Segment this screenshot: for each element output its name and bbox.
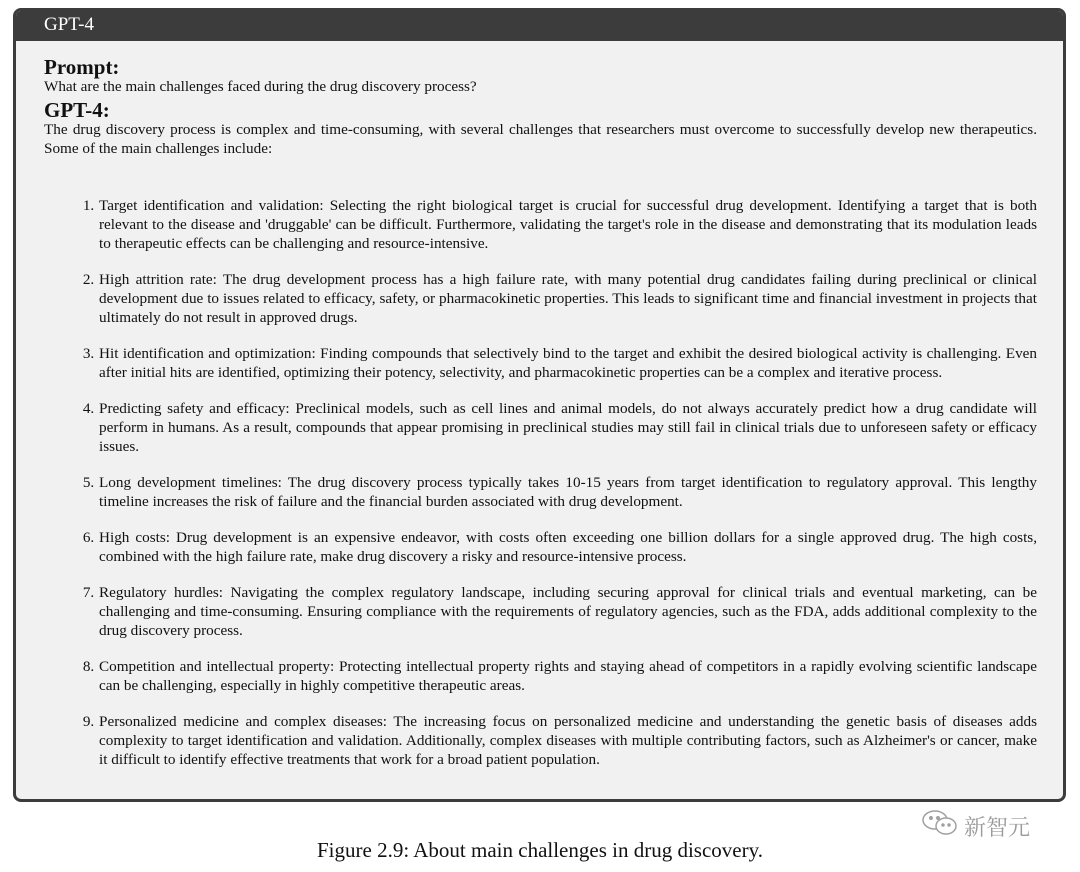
watermark-text: 新智元: [964, 815, 1031, 841]
prompt-text: What are the main challenges faced during the drug discovery process?: [44, 78, 477, 95]
figure-caption: Figure 2.9: About main challenges in drug discovery.: [317, 838, 763, 862]
response-intro: The drug discovery process is complex and time-consuming, with several challenges that researchers must overcome to successfully develop new therapeutics. Some of the main challenges include:: [44, 121, 1037, 157]
box-content: [16, 41, 1063, 769]
list-item: 3. Hit identification and optimization: Finding compounds that selectively bind to the target and exhibit the desired biological activity is challenging. Even after initial hits are identified, optimizing their potency, selectivity, and pharmacokinetic properties can be a complex and iterative process.: [98, 344, 1037, 382]
response-label: GPT-4:: [44, 98, 110, 122]
box-title: GPT-4: [16, 11, 1063, 41]
list-item: 8. Competition and intellectual property: Protecting intellectual property rights and staying ahead of competitors in a rapidly evolving scientific landscape can be challenging, especially in highly competitive therapeutic areas.: [98, 657, 1037, 695]
list-item: 9. Personalized medicine and complex diseases: The increasing focus on personalized medicine and understanding the genetic basis of diseases adds complexity to target identification and validation. Additionally, complex diseases with multiple contributing factors, such as Alzheimer's or cancer, make it difficult to identify effective treatments that work for a broad patient population.: [98, 712, 1037, 769]
chat-box: [13, 8, 1066, 802]
list-item: 7. Regulatory hurdles: Navigating the complex regulatory landscape, including securing approval for clinical trials and eventual marketing, can be challenging and time-consuming. Ensuring compliance with the requirements of regulatory agencies, such as the FDA, adds additional complexity to the drug discovery process.: [98, 583, 1037, 640]
challenge-list: [44, 196, 1037, 769]
prompt-label: Prompt:: [44, 55, 120, 79]
list-item: 5. Long development timelines: The drug discovery process typically takes 10-15 years from target identification to regulatory approval. This lengthy timeline increases the risk of failure and the financial burden associated with drug development.: [98, 473, 1037, 511]
list-item: 6. High costs: Drug development is an expensive endeavor, with costs often exceeding one billion dollars for a single approved drug. The high costs, combined with the high failure rate, make drug discovery a risky and resource-intensive process.: [98, 528, 1037, 566]
list-item: 1. Target identification and validation: Selecting the right biological target is crucial for successful drug development. Identifying a target that is both relevant to the disease and 'druggable' can be difficult. Furthermore, validating the target's role in the disease and demonstrating that its modulation leads to therapeutic effects can be challenging and resource-intensive.: [98, 196, 1037, 253]
list-item: 4. Predicting safety and efficacy: Preclinical models, such as cell lines and animal models, do not always accurately predict how a drug candidate will perform in humans. As a result, compounds that appear promising in preclinical studies may still fail in clinical trials due to unforeseen safety or efficacy issues.: [98, 399, 1037, 456]
list-item: 2. High attrition rate: The drug development process has a high failure rate, with many potential drug candidates failing during preclinical or clinical development due to issues related to efficacy, safety, or pharmacokinetic properties. This leads to significant time and financial investment in projects that ultimately do not result in approved drugs.: [98, 270, 1037, 327]
